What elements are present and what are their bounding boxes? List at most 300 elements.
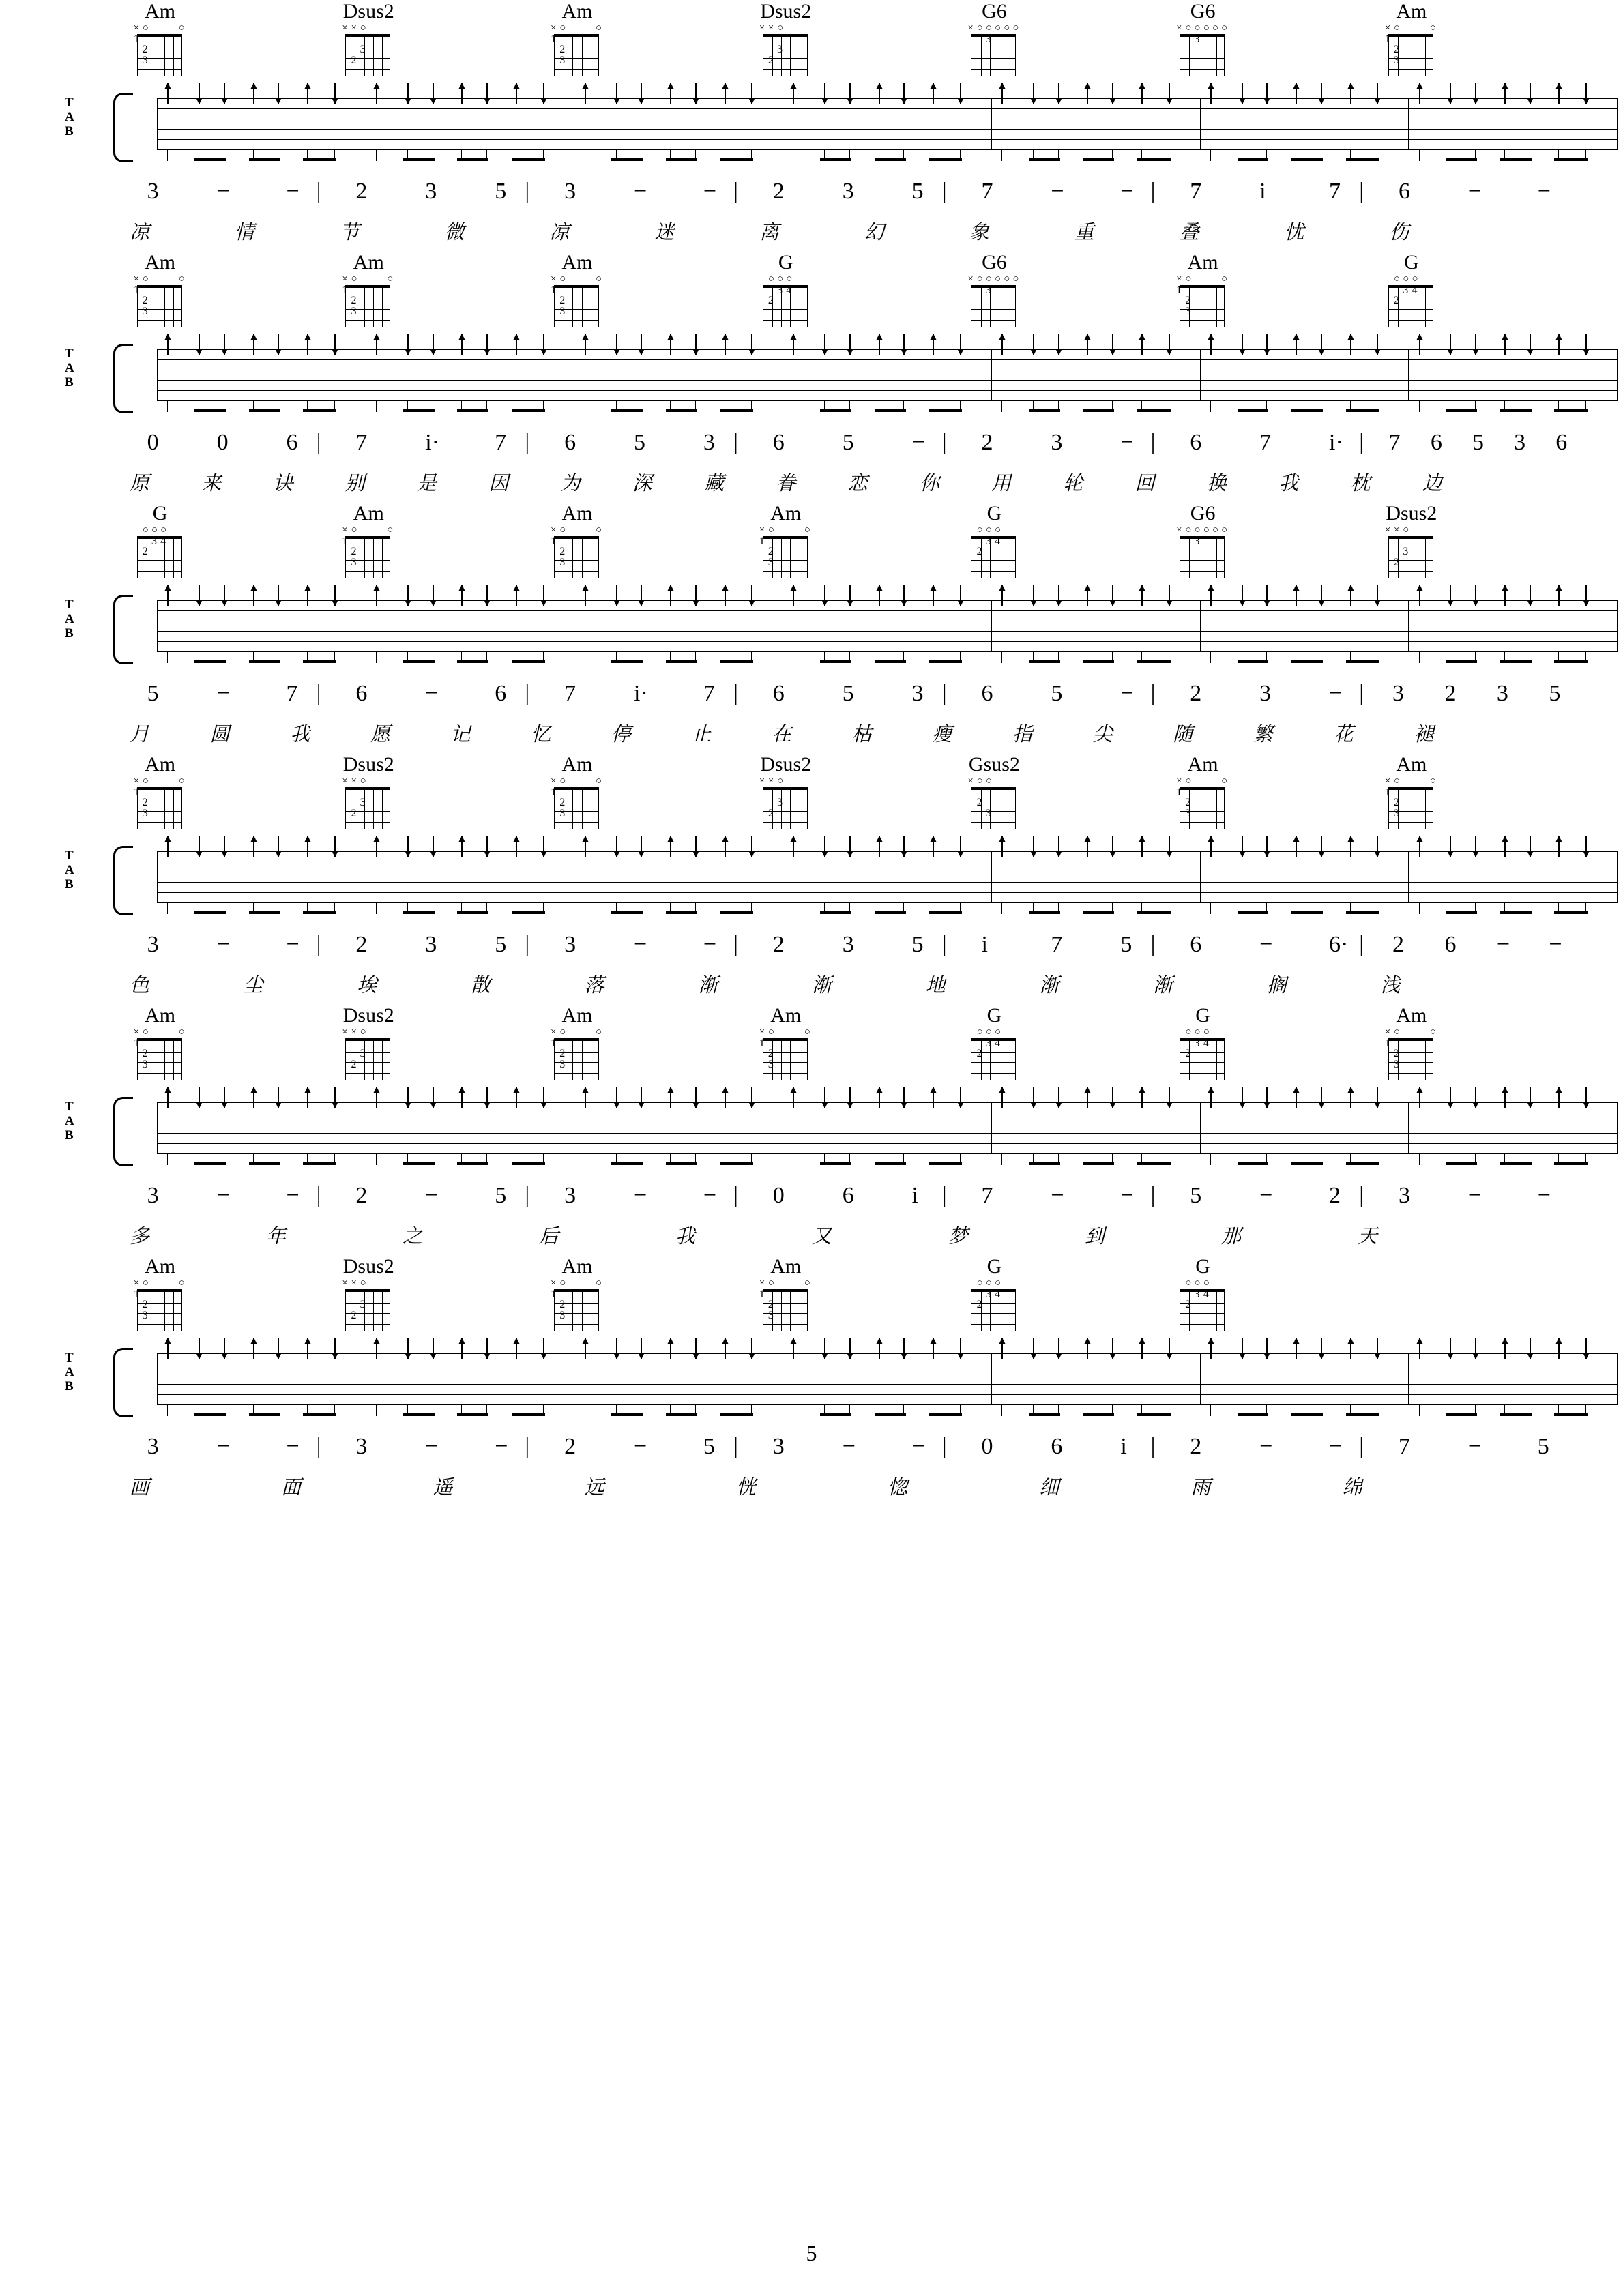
lyric-syllable: 渐 <box>698 975 718 997</box>
finger-number: 1 <box>1176 284 1182 296</box>
lyric-syllable: 尖 <box>1092 724 1113 746</box>
chord-name: Dsus2 <box>760 753 812 776</box>
note-number: − <box>1537 1183 1551 1208</box>
string-marker: ○ <box>985 776 992 786</box>
chord-diagram-row <box>0 502 1623 591</box>
tab-clef: T A B <box>65 849 74 892</box>
lyric-syllable: 换 <box>1206 473 1227 495</box>
string-marker: ○ <box>559 1027 566 1037</box>
string-marker: × <box>759 1027 765 1037</box>
note-number: − <box>1120 179 1134 204</box>
measure-divider: | <box>525 1183 530 1208</box>
numbered-notation <box>147 1183 1623 1221</box>
chord-am <box>1375 0 1448 80</box>
note-number: 5 <box>1549 681 1561 706</box>
string-marker: ○ <box>1194 23 1201 33</box>
string-marker: ○ <box>596 274 602 284</box>
chord-am <box>540 251 614 332</box>
chord-diagram-row <box>0 0 1623 89</box>
string-marker: ○ <box>786 274 793 284</box>
note-number: 5 <box>911 179 924 204</box>
note-number: i· <box>425 430 440 455</box>
string-marker: ○ <box>178 1027 185 1037</box>
chord-name: Am <box>145 1255 176 1278</box>
note-number: 7 <box>1388 430 1401 455</box>
finger-number: 2 <box>1394 1048 1400 1060</box>
system-2 <box>0 251 1623 502</box>
note-number: 2 <box>355 1183 368 1208</box>
string-marker: ○ <box>387 525 394 535</box>
note-number: − <box>286 932 299 957</box>
system-5 <box>0 1004 1623 1255</box>
finger-number: 3 <box>1194 1288 1200 1300</box>
string-marker: ○ <box>1185 1027 1192 1037</box>
finger-number: 2 <box>351 1309 357 1321</box>
chord-diagram <box>1171 25 1234 80</box>
chord-diagram <box>129 1029 192 1085</box>
numbered-notation <box>147 1434 1623 1472</box>
string-marker: ○ <box>596 1027 602 1037</box>
finger-number: 2 <box>767 295 774 307</box>
string-marker: ○ <box>1185 274 1192 284</box>
finger-number: 2 <box>1185 295 1191 307</box>
lyric-syllable: 叠 <box>1179 222 1199 244</box>
finger-number: 2 <box>767 1048 774 1060</box>
string-marker: ○ <box>142 274 149 284</box>
note-number: 2 <box>772 179 785 204</box>
chord-diagram <box>546 527 609 583</box>
string-marker: ○ <box>142 525 149 535</box>
string-marker: ○ <box>995 525 1001 535</box>
string-marker: ○ <box>767 525 774 535</box>
note-number: 3 <box>911 681 924 706</box>
lyric-syllable: 又 <box>812 1226 832 1248</box>
string-marker: ○ <box>777 274 784 284</box>
note-number: − <box>1329 1434 1343 1459</box>
chord-name: G6 <box>1190 0 1216 23</box>
note-number: − <box>1051 179 1064 204</box>
note-number: − <box>495 1434 508 1459</box>
measure-divider: | <box>941 1183 947 1208</box>
note-number: 3 <box>772 1434 785 1459</box>
lyric-syllable: 之 <box>403 1226 423 1248</box>
chord-g <box>749 251 823 332</box>
measure-divider: | <box>1150 1434 1156 1459</box>
note-number: − <box>634 179 647 204</box>
string-marker: × <box>1384 1027 1391 1037</box>
chord-dsus2 <box>1375 502 1448 583</box>
note-number: − <box>425 1434 439 1459</box>
string-marker: × <box>551 1278 557 1289</box>
string-marker: ○ <box>596 525 602 535</box>
note-number: 3 <box>564 932 576 957</box>
chord-diagram <box>963 276 1025 332</box>
finger-number: 3 <box>559 305 566 317</box>
chord-name: Dsus2 <box>342 753 394 776</box>
lyric-syllable: 愿 <box>370 724 390 746</box>
note-number: − <box>703 932 717 957</box>
lyric-syllable: 边 <box>1422 473 1442 495</box>
finger-number: 2 <box>976 546 982 558</box>
finger-number: 4 <box>1412 284 1418 296</box>
string-marker: ○ <box>142 1278 149 1289</box>
string-marker: ○ <box>1403 274 1409 284</box>
note-number: 6 <box>495 681 507 706</box>
string-marker: ○ <box>351 274 357 284</box>
lyric-syllable: 藏 <box>704 473 725 495</box>
tab-clef: T A B <box>65 347 74 389</box>
chord-diagram <box>1171 527 1234 583</box>
finger-number: 3 <box>777 284 783 296</box>
string-marker: ○ <box>1212 525 1218 535</box>
string-marker: ○ <box>804 1278 810 1289</box>
finger-number: 2 <box>976 797 982 809</box>
string-marker: ○ <box>1185 776 1192 786</box>
measure-divider: | <box>1150 179 1156 204</box>
finger-number: 2 <box>559 1299 566 1311</box>
chord-diagram <box>755 1029 817 1085</box>
finger-number: 2 <box>559 797 566 809</box>
string-marker: ○ <box>1394 274 1401 284</box>
lyrics-line <box>130 1221 1623 1255</box>
string-marker: × <box>759 776 765 786</box>
note-number: 7 <box>564 681 576 706</box>
finger-number: 3 <box>1194 535 1200 547</box>
string-marker: × <box>342 274 348 284</box>
chord-name: Am <box>145 0 176 23</box>
note-number: 3 <box>147 1434 159 1459</box>
finger-number: 3 <box>360 1048 366 1060</box>
note-number: − <box>1537 179 1551 204</box>
chord-name: Am <box>561 1004 593 1027</box>
finger-number: 3 <box>351 305 357 317</box>
lyric-syllable: 细 <box>1039 1477 1059 1499</box>
chord-diagram <box>755 25 817 80</box>
string-marker: ○ <box>804 1027 810 1037</box>
finger-number: 3 <box>767 556 774 568</box>
note-number: 7 <box>355 430 368 455</box>
chord-g6 <box>957 0 1031 80</box>
chord-name: Am <box>770 1255 802 1278</box>
chord-am <box>123 0 197 80</box>
chord-name: Dsus2 <box>760 0 812 23</box>
tab-clef: T A B <box>65 598 74 641</box>
finger-number: 3 <box>1403 546 1409 558</box>
string-marker: × <box>1394 525 1400 535</box>
string-marker: ○ <box>142 1027 149 1037</box>
string-marker: ○ <box>1012 274 1019 284</box>
note-number: 5 <box>842 430 854 455</box>
chord-diagram <box>1380 25 1443 80</box>
string-marker: × <box>1384 776 1391 786</box>
string-marker: ○ <box>1194 525 1201 535</box>
note-number: 3 <box>1398 1183 1410 1208</box>
lyric-syllable: 凉 <box>130 222 150 244</box>
note-number: 3 <box>1496 681 1508 706</box>
string-marker: ○ <box>985 23 992 33</box>
finger-number: 3 <box>1394 1058 1400 1070</box>
measure-divider: | <box>525 932 530 957</box>
lyric-syllable: 渐 <box>1039 975 1059 997</box>
note-number: − <box>425 1183 439 1208</box>
chord-name: Am <box>353 502 384 525</box>
lyric-syllable: 惚 <box>888 1477 908 1499</box>
note-number: 6 <box>286 430 298 455</box>
string-marker: × <box>967 23 974 33</box>
lyric-syllable: 搁 <box>1266 975 1287 997</box>
finger-number: 1 <box>1384 1037 1390 1049</box>
note-number: − <box>842 1434 856 1459</box>
chord-diagram <box>1380 778 1443 834</box>
chord-am <box>332 502 405 583</box>
finger-number: 3 <box>985 284 991 296</box>
lyric-syllable: 我 <box>675 1226 696 1248</box>
chord-diagram <box>546 1280 609 1336</box>
lyric-syllable: 月 <box>130 724 150 746</box>
string-marker: ○ <box>1412 274 1418 284</box>
note-number: 2 <box>355 179 368 204</box>
finger-number: 3 <box>142 1058 148 1070</box>
note-number: − <box>1549 932 1562 957</box>
string-marker: × <box>351 1278 357 1289</box>
note-number: 6 <box>1444 932 1457 957</box>
string-marker: ○ <box>142 23 149 33</box>
finger-number: 3 <box>767 1058 774 1070</box>
string-marker: ○ <box>985 274 992 284</box>
chord-name: G6 <box>982 251 1007 274</box>
note-number: 2 <box>772 932 785 957</box>
finger-number: 3 <box>142 1309 148 1321</box>
lyric-syllable: 圆 <box>209 724 230 746</box>
lyric-syllable: 伤 <box>1389 222 1409 244</box>
note-number: i <box>1120 1434 1127 1459</box>
note-number: 7 <box>703 681 715 706</box>
string-marker: ○ <box>976 23 983 33</box>
measure-divider: | <box>1150 932 1156 957</box>
string-marker: ○ <box>1185 525 1192 535</box>
string-marker: ○ <box>767 1278 774 1289</box>
finger-number: 3 <box>559 1309 566 1321</box>
finger-number: 2 <box>559 1048 566 1060</box>
note-number: i <box>911 1183 919 1208</box>
string-marker: ○ <box>995 23 1001 33</box>
string-marker: ○ <box>1203 1278 1210 1289</box>
chord-name: Dsus2 <box>1386 502 1437 525</box>
chord-am <box>540 1004 614 1085</box>
finger-number: 1 <box>759 535 765 547</box>
chord-g6 <box>1166 502 1240 583</box>
note-number: 0 <box>772 1183 785 1208</box>
chord-diagram-row <box>0 1004 1623 1093</box>
finger-number: 4 <box>1203 1037 1209 1049</box>
note-number: 5 <box>1051 681 1063 706</box>
finger-number: 3 <box>767 1309 774 1321</box>
string-marker: ○ <box>1194 1027 1201 1037</box>
measure-divider: | <box>733 681 738 706</box>
system-6 <box>0 1255 1623 1506</box>
finger-number: 2 <box>142 1048 148 1060</box>
note-number: − <box>1329 681 1343 706</box>
chord-am <box>540 502 614 583</box>
lyric-syllable: 散 <box>471 975 491 997</box>
finger-number: 1 <box>551 535 556 547</box>
chord-am <box>1375 1004 1448 1085</box>
note-number: 6 <box>1051 1434 1063 1459</box>
measure-divider: | <box>1359 681 1364 706</box>
string-marker: ○ <box>596 1278 602 1289</box>
string-marker: × <box>133 1027 140 1037</box>
note-number: − <box>911 430 925 455</box>
finger-number: 1 <box>759 1037 765 1049</box>
note-number: 7 <box>1398 1434 1410 1459</box>
finger-number: 1 <box>133 33 139 45</box>
string-marker: × <box>133 1278 140 1289</box>
note-number: i <box>1259 179 1266 204</box>
string-marker: ○ <box>1004 274 1010 284</box>
string-marker: ○ <box>804 525 810 535</box>
chord-name: Am <box>1396 753 1427 776</box>
finger-number: 2 <box>559 546 566 558</box>
finger-number: 3 <box>351 556 357 568</box>
note-number: − <box>286 1183 299 1208</box>
chord-diagram <box>129 1280 192 1336</box>
string-marker: ○ <box>1429 23 1436 33</box>
note-number: 6· <box>1329 932 1349 957</box>
string-marker: ○ <box>1394 776 1401 786</box>
finger-number: 4 <box>995 535 1001 547</box>
lyric-syllable: 梦 <box>948 1226 969 1248</box>
chord-am <box>1166 251 1240 332</box>
chord-name: Am <box>561 1255 593 1278</box>
finger-number: 4 <box>995 1288 1001 1300</box>
lyric-syllable: 象 <box>969 222 989 244</box>
chord-name: Am <box>770 1004 802 1027</box>
string-marker: ○ <box>976 274 983 284</box>
string-marker: ○ <box>559 525 566 535</box>
finger-number: 1 <box>551 284 556 296</box>
string-marker: ○ <box>995 1278 1001 1289</box>
chord-name: Dsus2 <box>342 1255 394 1278</box>
chord-dsus2 <box>332 753 405 834</box>
note-number: 3 <box>564 179 576 204</box>
lyric-syllable: 年 <box>266 1226 287 1248</box>
note-number: − <box>216 932 230 957</box>
finger-number: 1 <box>133 1037 139 1049</box>
chord-diagram <box>546 778 609 834</box>
finger-number: 2 <box>142 1299 148 1311</box>
finger-number: 3 <box>559 807 566 819</box>
note-number: 5 <box>147 681 159 706</box>
string-marker: ○ <box>767 274 774 284</box>
finger-number: 2 <box>351 295 357 307</box>
string-marker: ○ <box>995 274 1001 284</box>
string-marker: ○ <box>1221 274 1228 284</box>
lyrics-line <box>130 970 1623 1004</box>
lyric-syllable: 埃 <box>357 975 377 997</box>
note-number: − <box>216 681 230 706</box>
chord-gsus2 <box>957 753 1031 834</box>
note-number: 6 <box>1190 932 1202 957</box>
lyric-syllable: 微 <box>444 222 465 244</box>
lyric-syllable: 眷 <box>776 473 796 495</box>
string-marker: × <box>967 274 974 284</box>
lyric-syllable: 在 <box>772 724 792 746</box>
chord-am <box>123 753 197 834</box>
lyric-syllable: 天 <box>1358 1226 1378 1248</box>
chord-name: G <box>778 251 793 274</box>
finger-number: 1 <box>133 786 139 798</box>
finger-number: 3 <box>777 44 783 56</box>
lyric-syllable: 那 <box>1221 1226 1242 1248</box>
note-number: 7 <box>286 681 298 706</box>
note-number: − <box>703 1183 717 1208</box>
string-marker: × <box>342 525 348 535</box>
note-number: 3 <box>842 932 854 957</box>
note-number: 3 <box>425 932 437 957</box>
string-marker: ○ <box>985 1027 992 1037</box>
lyric-syllable: 褪 <box>1414 724 1434 746</box>
chord-diagram <box>546 1029 609 1085</box>
note-number: − <box>1120 681 1134 706</box>
tab-staff <box>55 591 1558 681</box>
finger-number: 2 <box>767 807 774 819</box>
finger-number: 4 <box>1203 1288 1209 1300</box>
finger-number: 4 <box>160 535 166 547</box>
lyric-syllable: 枕 <box>1350 473 1371 495</box>
note-number: 6 <box>981 681 993 706</box>
lyrics-line <box>130 468 1623 502</box>
finger-number: 2 <box>1394 44 1400 56</box>
lyric-syllable: 别 <box>345 473 365 495</box>
note-number: 6 <box>564 430 576 455</box>
string-marker: × <box>133 274 140 284</box>
string-marker: ○ <box>351 525 357 535</box>
finger-number: 2 <box>1185 797 1191 809</box>
finger-number: 1 <box>551 1288 556 1300</box>
finger-number: 1 <box>342 535 348 547</box>
note-number: 6 <box>1555 430 1568 455</box>
note-number: 3 <box>1259 681 1272 706</box>
note-number: 2 <box>1392 932 1405 957</box>
chord-dsus2 <box>749 753 823 834</box>
string-marker: ○ <box>360 1278 366 1289</box>
measure-divider: | <box>316 179 321 204</box>
lyric-syllable: 是 <box>417 473 437 495</box>
string-marker: × <box>759 525 765 535</box>
chord-diagram <box>1171 778 1234 834</box>
measure-divider: | <box>941 179 947 204</box>
finger-number: 2 <box>142 295 148 307</box>
measure-divider: | <box>733 1183 738 1208</box>
tab-staff <box>55 1093 1558 1183</box>
measure-divider: | <box>316 1434 321 1459</box>
string-marker: × <box>1176 23 1182 33</box>
lyric-syllable: 瘦 <box>932 724 952 746</box>
lyric-syllable: 迷 <box>654 222 675 244</box>
finger-number: 3 <box>559 556 566 568</box>
tab-clef: T A B <box>65 95 74 138</box>
lyric-syllable: 指 <box>1012 724 1033 746</box>
lyric-syllable: 色 <box>130 975 150 997</box>
finger-number: 2 <box>1394 556 1400 568</box>
finger-number: 3 <box>559 54 566 66</box>
string-marker: × <box>1176 274 1182 284</box>
measure-divider: | <box>941 430 947 455</box>
finger-number: 2 <box>976 1048 982 1060</box>
lyric-syllable: 到 <box>1085 1226 1105 1248</box>
measure-divider: | <box>1150 1183 1156 1208</box>
finger-number: 2 <box>1185 1299 1191 1311</box>
